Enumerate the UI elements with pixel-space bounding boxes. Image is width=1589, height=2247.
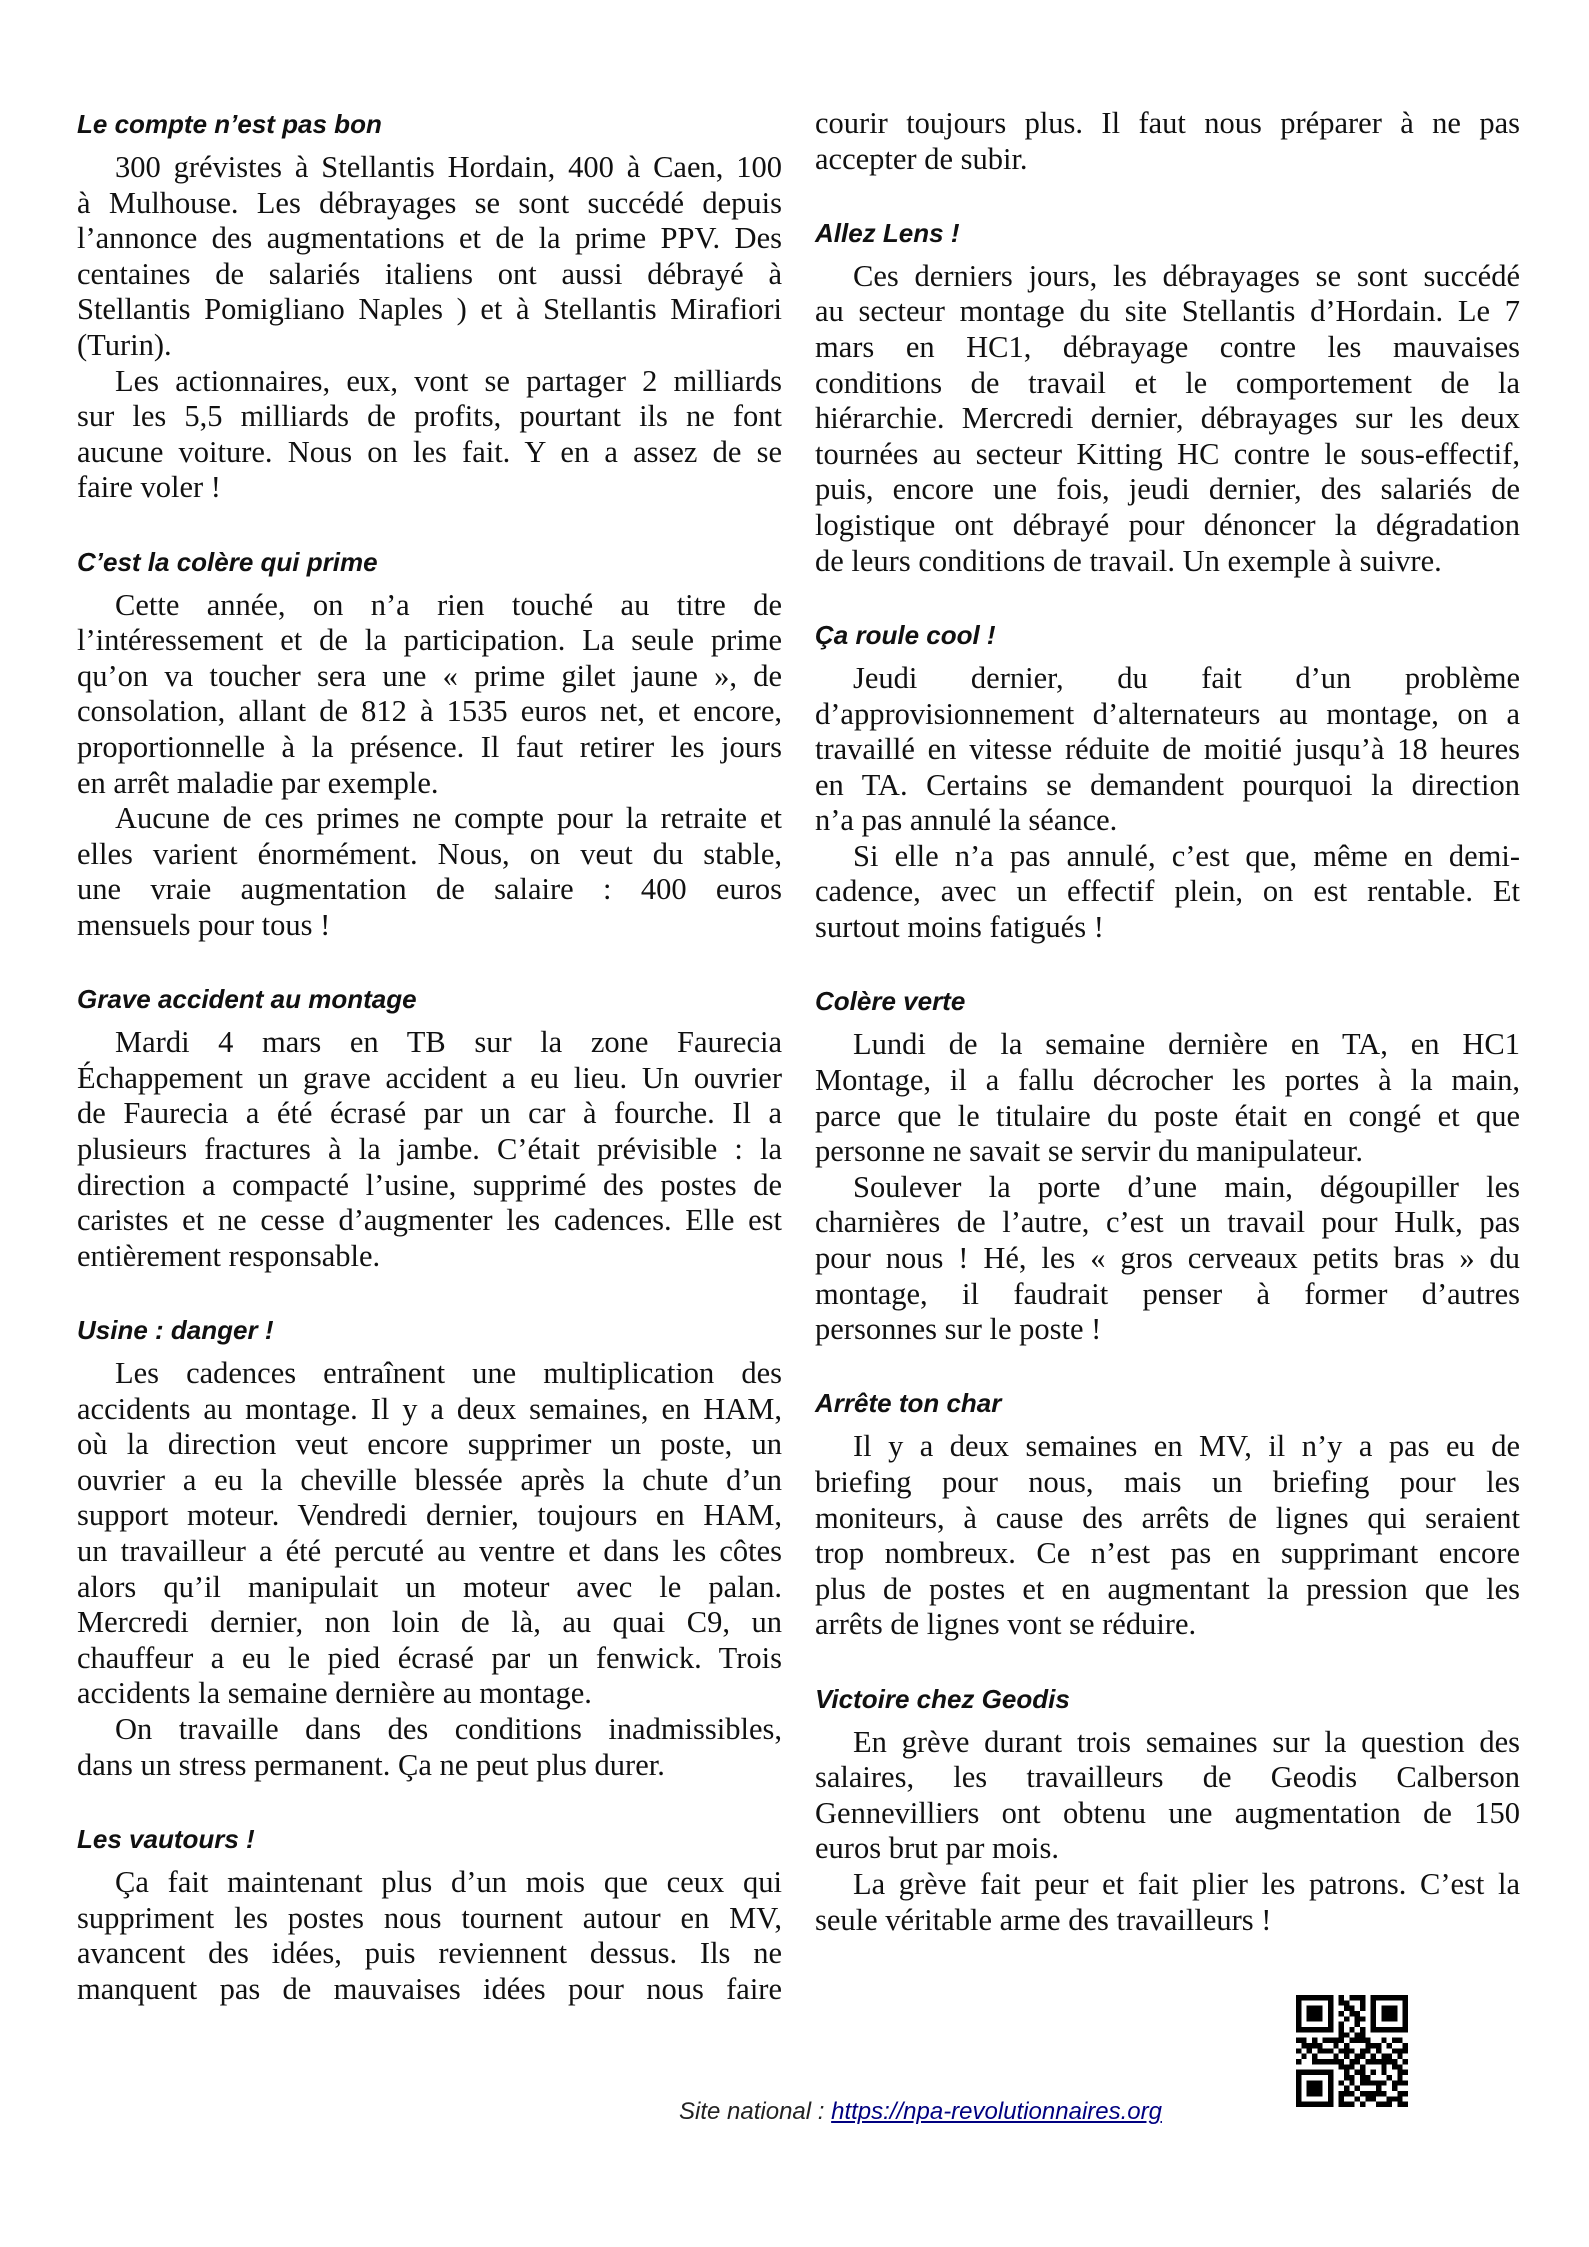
text-line: sur les 5,5 milliards de profits, pourtant ils ne font [77,399,782,434]
text-line: briefing pour nous, mais un briefing pour les [815,1464,1520,1499]
text-line: d’approvisionnement d’alternateurs au montage, on a [815,696,1520,731]
article-heading: Usine : danger ! [77,1315,274,1346]
text-line: trop nombreux. Ce n’est pas en supprimant encore [815,1536,1520,1571]
text-line: manquent pas de mauvaises idées pour nous faire [77,1971,782,2006]
text-line: mensuels pour tous ! [77,907,331,942]
text-line: qu’on va toucher sera une « prime gilet jaune », de [77,658,782,693]
text-line: dans un stress permanent. Ça ne peut plus durer. [77,1747,665,1782]
paragraph [815,259,1520,579]
text-line: accidents au montage. Il y a deux semaines, en HAM, [77,1391,782,1426]
article-heading: Le compte n’est pas bon [77,109,382,139]
paragraph [815,1170,1520,1348]
paragraph [77,588,782,802]
text-line: charnières de l’autre, c’est un travail pour Hulk, pas [815,1205,1520,1240]
article [815,617,1520,946]
article [77,106,782,506]
text-line: moniteurs, à cause des arrêts de lignes qui seraient [815,1500,1520,1535]
text-line: elles varient énormément. Nous, on veut du stable, [77,836,782,871]
article [815,1681,1520,1939]
text-line: logistique ont débrayé pour dénoncer la dégradation [815,508,1520,543]
paragraph [77,1356,782,1712]
article-heading: Les vautours ! [77,1823,255,1854]
paragraph [77,1025,782,1274]
article [815,1385,1520,1643]
text-line: consolation, allant de 812 à 1535 euros net, et encore, [77,694,782,729]
text-line: plus de postes et en augmentant la pression que les [815,1571,1520,1606]
paragraph [77,801,782,943]
text-line: de leurs conditions de travail. Un exemple à suivre. [815,543,1442,578]
text-line: caristes et ne cesse d’augmenter les cadences. Elle est [77,1203,782,1238]
text-line: mars en HC1, débrayage contre les mauvaises [815,330,1520,365]
text-line: chauffeur a eu le pied écrasé par un fenwick. Trois [77,1640,782,1675]
text-line: tournées au secteur Kitting HC contre le sous-effectif, [815,436,1520,471]
text-line: Si elle n’a pas annulé, c’est que, même en demi- [853,838,1520,873]
paragraph [815,1867,1520,1938]
text-line: en arrêt maladie par exemple. [77,765,439,800]
text-line: centaines de salariés italiens ont aussi débrayé à [77,256,782,291]
site-link[interactable]: https://npa-revolutionnaires.org [831,2098,1162,2125]
right-column [815,106,1520,1938]
text-line: plusieurs fractures à la jambe. C’était prévisible : la [77,1132,782,1167]
footer [679,2097,1162,2127]
article [815,215,1520,579]
text-line: accepter de subir. [815,141,1028,176]
article [77,1312,782,1783]
article-heading: C’est la colère qui prime [77,546,378,577]
article [77,981,782,1274]
text-line: Il y a deux semaines en MV, il n’y a pas eu de [853,1429,1520,1464]
paragraph [815,1027,1520,1169]
text-line: un travailleur a été percuté au ventre et dans les côtes [77,1534,782,1569]
text-line: faire voler ! [77,470,221,505]
text-line: avancent des idées, puis reviennent dessus. Ils ne [77,1936,782,1971]
article-heading: Grave accident au montage [77,984,417,1015]
paragraph [77,150,782,364]
article-heading: Ça roule cool ! [815,619,996,650]
paragraph [815,839,1520,946]
text-line: n’a pas annulé la séance. [815,803,1118,838]
text-line: Cette année, on n’a rien touché au titre de [115,587,782,622]
text-line: seule véritable arme des travailleurs ! [815,1902,1272,1937]
text-line: une vraie augmentation de salaire : 400 euros [77,872,782,907]
text-line: 300 grévistes à Stellantis Hordain, 400 à Caen, 100 [115,150,782,184]
qr-code-icon [1296,1995,1408,2107]
text-line: Ces derniers jours, les débrayages se sont succédé [853,258,1520,293]
text-line: courir toujours plus. Il faut nous préparer à ne pas [815,106,1520,140]
text-line: Les cadences entraînent une multiplication des [115,1356,782,1391]
paragraph [815,1429,1520,1643]
text-line: Montage, il a fallu décrocher les portes à la main, [815,1062,1520,1097]
text-line: l’intéressement et de la participation. La seule prime [77,623,782,658]
text-line: Jeudi dernier, du fait d’un problème [853,660,1520,695]
text-line: Lundi de la semaine dernière en TA, en HC1 [853,1027,1520,1062]
text-line: à Mulhouse. Les débrayages se sont succédé depuis [77,185,782,220]
text-line: de Faurecia a été écrasé par un car à fourche. Il a [77,1096,782,1131]
text-line: La grève fait peur et fait plier les patrons. C’est la [853,1867,1520,1901]
text-line: En grève durant trois semaines sur la question des [853,1724,1520,1759]
text-line: Ça fait maintenant plus d’un mois que ceux qui [115,1864,782,1899]
text-line: arrêts de lignes vont se réduire. [815,1607,1197,1642]
left-column [77,106,782,2007]
article [77,544,782,944]
text-line: proportionnelle à la présence. Il faut retirer les jours [77,730,782,764]
paragraph [77,1865,782,2007]
text-line: Les actionnaires, eux, vont se partager 2 milliards [115,363,782,398]
text-line: pour nous ! Hé, les « gros cerveaux petits bras » du [815,1240,1520,1275]
text-line: suppriment les postes nous tournent autour en MV, [77,1900,782,1935]
text-line: Échappement un grave accident a eu lieu. Un ouvrier [77,1060,782,1095]
text-line: direction a compacté l’usine, supprimé des postes de [77,1167,782,1202]
text-line: en TA. Certains se demandent pourquoi la direction [815,767,1520,802]
article-continuation [815,106,1520,177]
text-line: puis, encore une fois, jeudi dernier, des salariés de [815,472,1520,507]
article [77,1821,782,2007]
text-line: (Turin). [77,327,172,362]
text-line: hiérarchie. Mercredi dernier, débrayages sur les deux [815,401,1520,436]
text-line: Aucune de ces primes ne compte pour la retraite et [115,801,782,836]
text-line: Stellantis Pomigliano Naples ) et à Stellantis Mirafiori [77,292,782,327]
paragraph [815,661,1520,839]
text-line: cadence, avec un effectif plein, on est rentable. Et [815,874,1520,909]
article-heading: Arrête ton char [815,1388,1002,1419]
text-line: alors qu’il manipulait un moteur avec le palan. [77,1569,782,1604]
text-line: euros brut par mois. [815,1831,1059,1866]
text-line: On travaille dans des conditions inadmissibles, [115,1712,782,1747]
article [815,983,1520,1347]
text-line: ouvrier a eu la cheville blessée après la chute d’un [77,1462,782,1497]
text-line: aucune voiture. Nous on les fait. Y en a assez de se [77,434,782,469]
text-line: montage, il faudrait penser à former d’autres [815,1276,1520,1311]
text-line: personne ne savait se servir du manipulateur. [815,1134,1363,1169]
text-line: au secteur montage du site Stellantis d’Hordain. Le 7 [815,294,1520,329]
text-line: Gennevilliers ont obtenu une augmentation de 150 [815,1795,1520,1830]
text-line: l’annonce des augmentations et de la prime PPV. Des [77,221,782,256]
text-line: Mardi 4 mars en TB sur la zone Faurecia [115,1025,782,1060]
text-line: accidents la semaine dernière au montage. [77,1676,592,1711]
text-line: support moteur. Vendredi dernier, toujours en HAM, [77,1498,782,1533]
text-line: conditions de travail et le comportement de la [815,365,1520,400]
text-line: parce que le titulaire du poste était en congé et que [815,1098,1520,1133]
text-line: Soulever la porte d’une main, dégoupiller les [853,1169,1520,1204]
paragraph [77,1712,782,1783]
text-line: salaires, les travailleurs de Geodis Calberson [815,1760,1520,1795]
text-line: où la direction veut encore supprimer un poste, un [77,1427,782,1462]
text-line: surtout moins fatigués ! [815,910,1104,945]
text-line: personnes sur le poste ! [815,1312,1102,1347]
paragraph [77,364,782,506]
paragraph [815,1725,1520,1867]
text-line: travaillé en vitesse réduite de moitié jusqu’à 18 heures [815,732,1520,767]
footer-label: Site national : [679,2098,832,2125]
article-heading: Victoire chez Geodis [815,1683,1070,1714]
paragraph [815,106,1520,177]
text-line: entièrement responsable. [77,1238,381,1273]
article-heading: Colère verte [815,986,966,1017]
text-line: Mercredi dernier, non loin de là, au quai C9, un [77,1605,782,1640]
article-heading: Allez Lens ! [815,217,960,248]
